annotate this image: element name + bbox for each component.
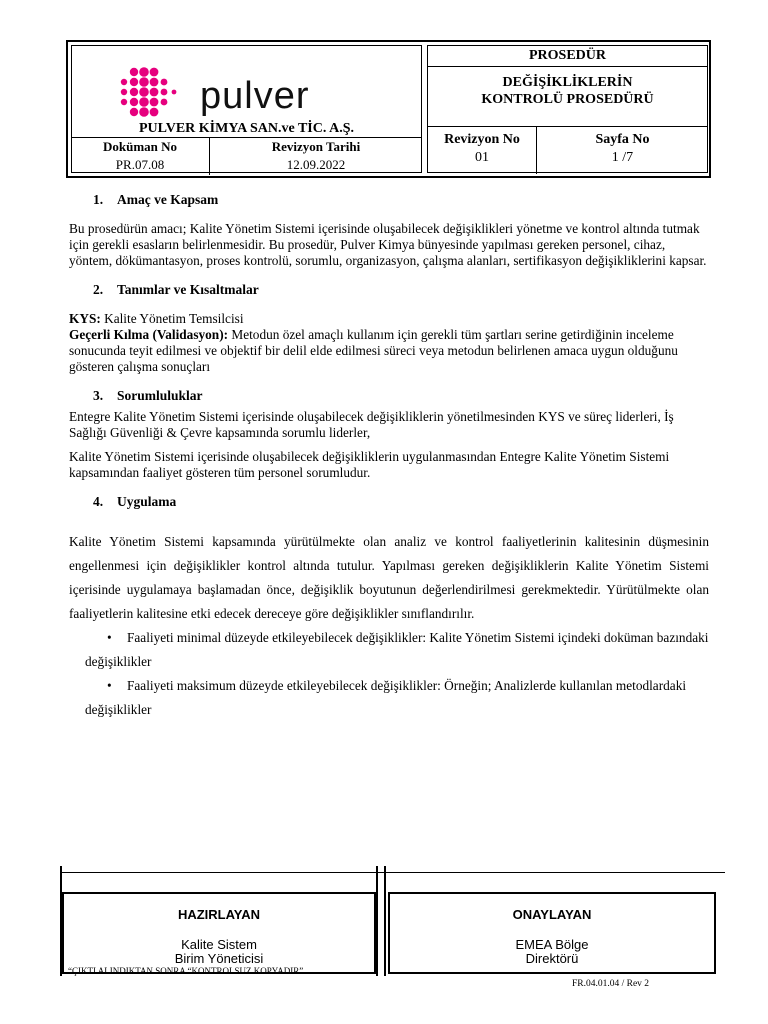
logo-dot (139, 67, 149, 77)
section-title: Amaç ve Kapsam (117, 192, 219, 207)
rev-no-cell (428, 127, 537, 174)
section-heading (93, 192, 709, 208)
list-item-text: Faaliyeti maksimum düzeyde etkileyebilecek değişiklikler: Örneğin; Analizlerde kullanılan metodlardaki değişiklikler (85, 678, 687, 717)
logo-dot-grid-icon (121, 67, 177, 117)
doc-no-label: Doküman No (102, 139, 178, 154)
document-body (69, 192, 709, 722)
section-title: Sorumluluklar (117, 388, 203, 403)
document-header (66, 40, 711, 178)
section-number: 4. (93, 494, 104, 509)
logo-dot (139, 97, 149, 107)
section-paragraph: Entegre Kalite Yönetim Sistemi içerisinde oluşabilecek değişikliklerin yönetilmesinden KYS ve süreç liderleri, İş Sağlığı Güvenliği & Çevre kapsamında sorumlu liderler, (69, 409, 674, 440)
prepared-by-box (62, 892, 376, 974)
rev-date-cell (210, 138, 422, 175)
logo-dot (121, 79, 127, 85)
list-item (69, 626, 709, 674)
definition-validation (69, 327, 709, 375)
definition-term: Geçerli Kılma (Validasyon): (69, 327, 229, 342)
list-item-text: Faaliyeti minimal düzeyde etkileyebilecek değişiklikler: Kalite Yönetim Sistemi içindeki doküman bazındaki değişiklikler (85, 630, 709, 669)
logo-dot (161, 79, 168, 86)
logo-dot (139, 87, 149, 97)
logo-dot (130, 88, 138, 96)
doc-type: PROSEDÜR (428, 46, 707, 67)
section-paragraph: Bu prosedürün amacı; Kalite Yönetim Sistemi içerisinde oluşabilecek değişiklikleri yönetme ve kontrol altında tutmak için gerekli esasların belirlenmesidir. Bu prosedür, Pulver Kimya bünyesinde yapılması gereken personel, cihaz, yöntem, dökümantasyon, proses kontrolü, sorumlu, organizasyon, çalışma alanları, sertifikasyon değişikliklerini kapsar. (69, 221, 707, 268)
bullet-icon: • (107, 678, 112, 693)
uncontrolled-copy-note: “ÇIKTI ALINDIKTAN SONRA “KONTROLSUZ KOPYADIR” (68, 966, 304, 976)
section-heading (93, 494, 709, 510)
footer-divider (376, 866, 386, 976)
section-paragraph: Kalite Yönetim Sistemi içerisinde oluşabilecek değişikliklerin uygulanmasından Entegre Kalite Yönetim Sistemi kapsamından faaliyet gösteren tüm personel sorumludur. (69, 449, 670, 480)
logo-dot (130, 98, 138, 106)
doc-meta-grid (71, 137, 422, 175)
logo-dot (161, 89, 168, 96)
company-block (71, 45, 422, 173)
page-cell (537, 127, 708, 174)
bullet-icon: • (107, 630, 112, 645)
section-number: 3. (93, 388, 104, 403)
definition-text: Kalite Yönetim Temsilcisi (100, 311, 244, 326)
logo-dot (150, 68, 159, 77)
doc-title: DEĞİŞİKLİKLERİN KONTROLÜ PROSEDÜRÜ (481, 75, 654, 107)
company-name: PULVER KİMYA SAN.ve TİC. A.Ş. (139, 121, 354, 136)
section-number: 2. (93, 282, 104, 297)
logo-dot (139, 107, 149, 117)
logo-dot (150, 88, 159, 97)
pulver-logo (118, 66, 348, 118)
definition-text: Metodun özel amaçlı kullanım için gerekli tüm şartları serine getirdiğinin inceleme sonucunda teyit edilmesi ve objektif bir delil elde edilmesi süreci veya metodun belirlenen amaca uygun olduğunu gösteren çalışma sonuçları (69, 327, 678, 374)
logo-dot (130, 108, 138, 116)
rev-no-label: Revizyon No (444, 132, 520, 147)
logo-dot (150, 108, 159, 117)
definition-term: KYS: (69, 311, 101, 326)
rev-no-value: 01 (475, 150, 489, 165)
form-code: FR.04.01.04 / Rev 2 (572, 979, 650, 989)
section-number: 1. (93, 192, 104, 207)
procedure-block (427, 45, 708, 173)
logo-dot (150, 98, 159, 107)
approved-by-box (388, 892, 716, 974)
definition-kys (69, 311, 709, 327)
rev-date-label: Revizyon Tarihi (271, 139, 361, 154)
section-heading (93, 388, 709, 404)
page-value: 1 /7 (611, 150, 634, 165)
logo-dot (130, 68, 138, 76)
doc-no-value: PR.07.08 (115, 157, 165, 172)
prepared-by-label: HAZIRLAYAN (177, 907, 261, 922)
section-heading (93, 282, 709, 298)
prepared-by-role: Kalite Sistem (181, 937, 257, 952)
prepared-by-role-2: Birim Yöneticisi (174, 951, 264, 966)
logo-dot (161, 99, 168, 106)
logo-dot (150, 78, 159, 87)
revision-grid (428, 126, 707, 174)
rev-date-value: 12.09.2022 (286, 157, 346, 172)
logo-dot (130, 78, 138, 86)
list-item (69, 674, 709, 722)
logo-dot (139, 77, 149, 87)
logo-dot (172, 90, 177, 95)
section-paragraph: Kalite Yönetim Sistemi kapsamında yürütülmekte olan analiz ve kontrol faaliyetlerinin kalitesinin düşmesinin engellenmesi için değişiklikler kontrol altında tutulur. Yapılması gereken değişikliklerin Kalite Yönetim Sistemi içerisinde uygulamaya başlamadan önce, değişiklik boyutunun değerlendirilmesi gerekmektedir. Yürütülmekte olan faaliyetlerin kalitesine etki edecek dereceye göre değişiklikler sınıflandırılır. (69, 534, 709, 621)
logo-dot (121, 89, 127, 95)
approved-by-label: ONAYLAYAN (512, 907, 592, 922)
brand-wordmark: pulver (200, 75, 310, 117)
section-title: Tanımlar ve Kısaltmalar (117, 282, 259, 297)
doc-no-cell (71, 138, 210, 175)
section-title: Uygulama (117, 494, 177, 509)
page-label: Sayfa No (595, 132, 650, 147)
approved-by-role: EMEA Bölge (515, 937, 589, 952)
logo-dot (121, 99, 127, 105)
approved-by-role-2: Direktörü (525, 951, 579, 966)
